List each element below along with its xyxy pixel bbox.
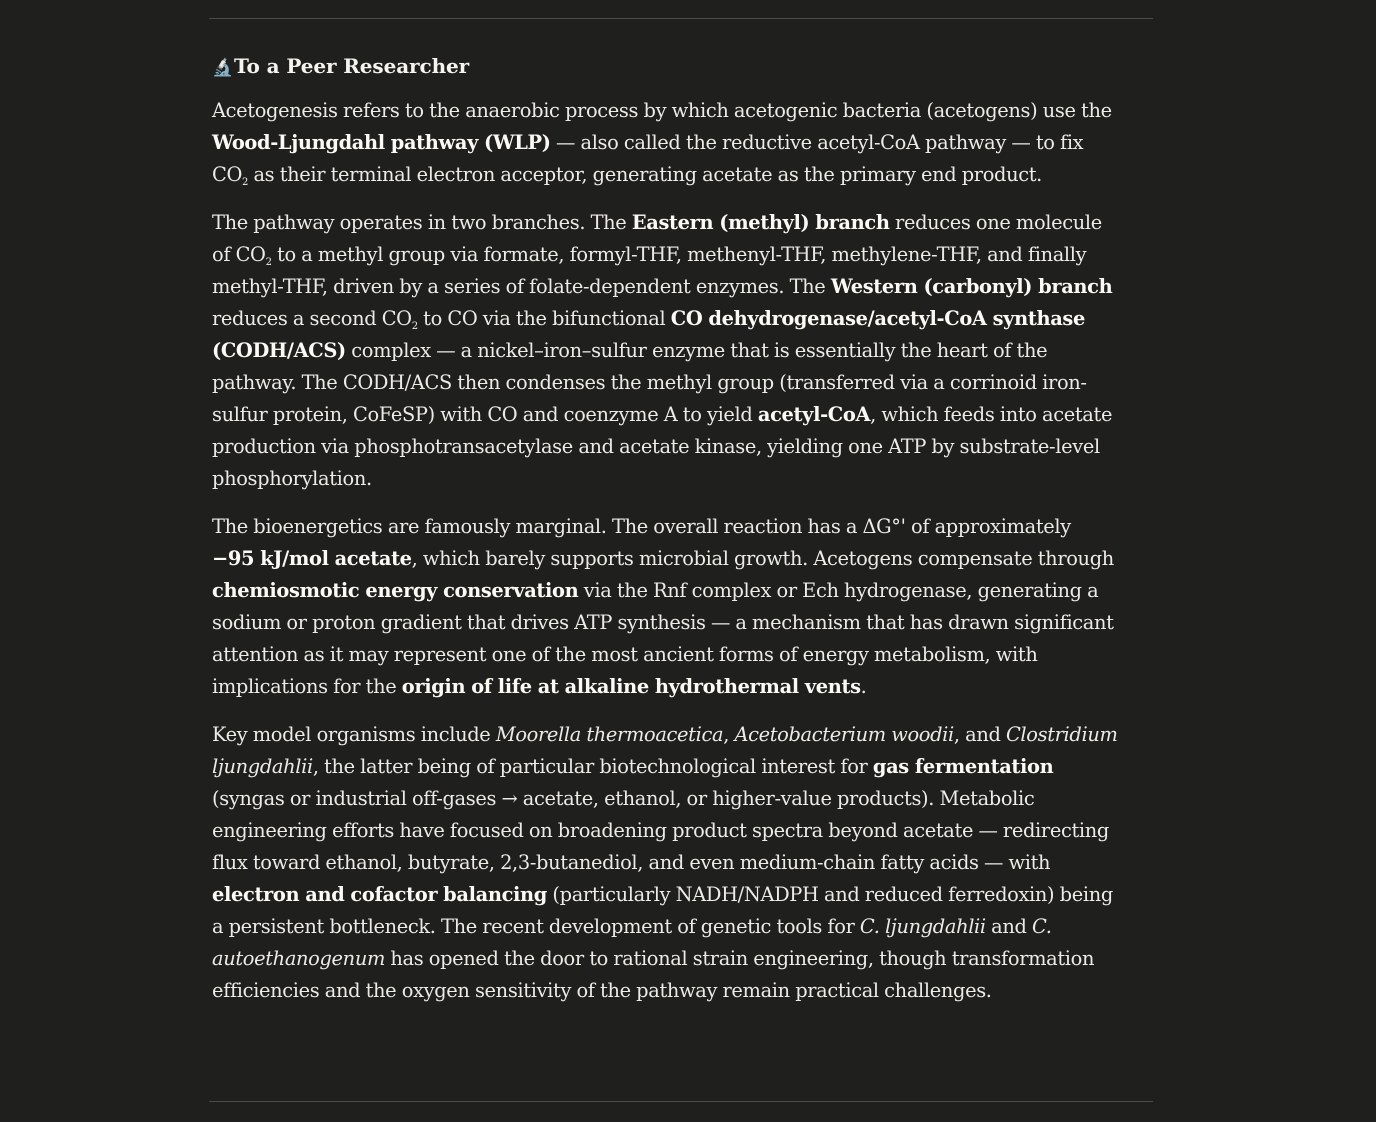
italic-term: Acetobacterium woodii bbox=[734, 723, 954, 746]
paragraph-branches bbox=[212, 207, 1118, 495]
text-run: reduces a second CO bbox=[212, 307, 412, 330]
text-run: The bioenergetics are famously marginal. The overall reaction has a ΔG°' of approximately bbox=[212, 515, 1071, 538]
text-run: and bbox=[985, 915, 1033, 938]
text-run: Acetogenesis refers to the anaerobic process by which acetogenic bacteria (acetogens) use the bbox=[212, 99, 1112, 122]
text-run: , which feeds into acetate production via phosphotransacetylase and acetate kinase, yielding one ATP by substrate-level phosphorylation. bbox=[212, 403, 1113, 490]
subscript: 2 bbox=[265, 257, 272, 268]
text-run: reduces one molecule of CO bbox=[212, 211, 1102, 266]
bold-term: electron and cofactor balancing bbox=[212, 883, 548, 906]
text-run: has opened the door to rational strain engineering, though transformation efficiencies and the oxygen sensitivity of the pathway remain practical challenges. bbox=[212, 947, 1095, 1002]
text-run: (syngas or industrial off-gases → acetate, ethanol, or higher-value products). Metabolic engineering efforts have focused on broadening product spectra beyond acetate — redirecting flux toward ethanol, butyrate, 2,3-butanediol, and even medium-chain fatty acids — with bbox=[212, 787, 1109, 874]
subscript: 2 bbox=[411, 321, 418, 332]
italic-term: C. autoethanogenum bbox=[212, 915, 1052, 970]
paragraph-organisms bbox=[212, 719, 1118, 1007]
bold-term: origin of life at alkaline hydrothermal vents bbox=[401, 675, 861, 698]
bottom-divider bbox=[209, 1101, 1153, 1102]
text-run: , the latter being of particular biotechnological interest for bbox=[312, 755, 873, 778]
text-run: , which barely supports microbial growth. Acetogens compensate through bbox=[411, 547, 1114, 570]
bold-term: Eastern (methyl) branch bbox=[631, 211, 890, 234]
text-run: (particularly NADH/NADPH and reduced ferredoxin) being a persistent bottleneck. The recent development of genetic tools for bbox=[212, 883, 1113, 938]
bold-term: acetyl-CoA bbox=[757, 403, 871, 426]
top-divider bbox=[209, 18, 1153, 19]
response-content bbox=[212, 50, 1118, 1023]
text-run: to CO via the bifunctional bbox=[417, 307, 671, 330]
bold-term: Wood-Ljungdahl pathway (WLP) bbox=[212, 131, 551, 154]
microscope-icon: 🔬 bbox=[212, 58, 234, 78]
subscript: 2 bbox=[242, 177, 249, 188]
bold-term: chemiosmotic energy conservation bbox=[212, 579, 579, 602]
text-run: , bbox=[723, 723, 735, 746]
heading-text: To a Peer Researcher bbox=[234, 54, 470, 78]
text-run: , and bbox=[953, 723, 1006, 746]
italic-term: Clostridium ljungdahlii bbox=[212, 723, 1118, 778]
text-run: via the Rnf complex or Ech hydrogenase, generating a sodium or proton gradient that drives ATP synthesis — a mechanism that has drawn significant attention as it may represent one of the most ancient forms of energy metabolism, with implications for the bbox=[212, 579, 1114, 698]
text-run: to a methyl group via formate, formyl-THF, methenyl-THF, methylene-THF, and finally methyl-THF, driven by a series of folate-dependent enzymes. The bbox=[212, 243, 1087, 298]
bold-term: Western (carbonyl) branch bbox=[830, 275, 1113, 298]
paragraph-bioenergetics bbox=[212, 511, 1118, 703]
text-run: — also called the reductive acetyl-CoA pathway — to fix CO bbox=[212, 131, 1084, 186]
italic-term: Moorella thermoacetica bbox=[495, 723, 724, 746]
paragraph-overview bbox=[212, 95, 1118, 191]
bold-term: −95 kJ/mol acetate bbox=[212, 547, 412, 570]
text-run: . bbox=[860, 675, 867, 698]
text-run: as their terminal electron acceptor, generating acetate as the primary end product. bbox=[248, 163, 1042, 186]
bold-term: gas fermentation bbox=[872, 755, 1054, 778]
text-run: complex — a nickel–iron–sulfur enzyme that is essentially the heart of the pathway. The CODH/ACS then condenses the methyl group (transferred via a corrinoid iron-sulfur protein, CoFeSP) with CO and coenzyme A to yield bbox=[212, 339, 1087, 426]
response-section bbox=[209, 0, 1153, 1122]
section-heading bbox=[212, 50, 1118, 84]
text-run: The pathway operates in two branches. The bbox=[212, 211, 632, 234]
bold-term: CO dehydrogenase/acetyl-CoA synthase (CODH/ACS) bbox=[212, 307, 1085, 362]
text-run: Key model organisms include bbox=[212, 723, 496, 746]
italic-term: C. ljungdahlii bbox=[859, 915, 986, 938]
